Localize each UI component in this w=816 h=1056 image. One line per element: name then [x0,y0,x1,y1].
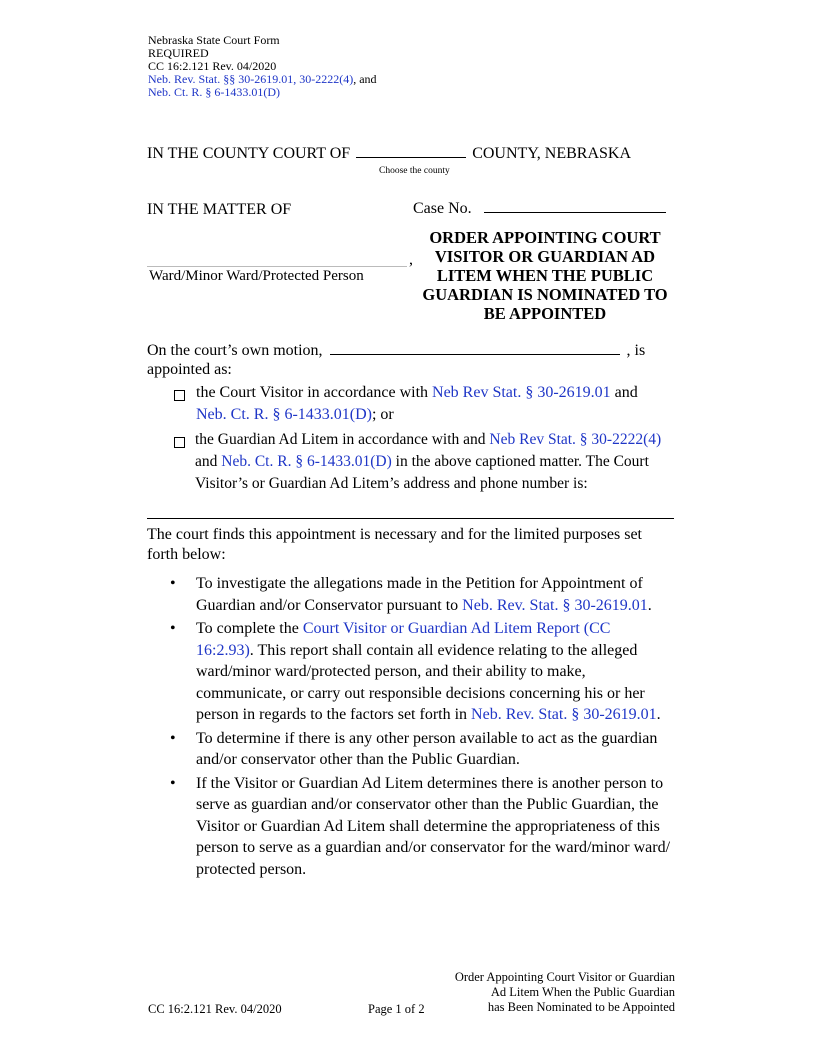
form-header [148,34,377,99]
guardian-ad-litem-checkbox[interactable] [174,434,185,452]
footer-title-line3: has Been Nominated to be Appointed [487,1000,675,1014]
matter-label: IN THE MATTER OF [147,201,292,218]
case-number-line [413,198,666,218]
motion-suffix: , is [626,342,646,359]
header-required: REQUIRED [148,46,209,60]
header-form-number: CC 16:2.121 Rev. 04/2020 [148,59,277,73]
caption-comma: , [409,251,413,268]
list-item: • To investigate the allegations made in the Petition for Appointment of Guardian and/or Conservator pursuant to Neb. Rev. Stat. § 30-2619.01. [170,573,672,616]
visitor-rule-link[interactable]: Neb. Ct. R. § 6-1433.01(D) [196,406,372,423]
header-state-court-form: Nebraska State Court Form [148,33,280,47]
gal-statute-link[interactable]: Neb Rev Stat. § 30-2222(4) [489,431,662,448]
motion-prefix: On the court’s own motion, [147,342,323,359]
list-item: • If the Visitor or Guardian Ad Litem determines there is another person to serve as guardian and/or conservator other than the Public Guardian, the Visitor or Guardian Ad Litem shall determine the appropriateness of this person to serve as a guardian and/or conservator for the ward/minor ward/ protected person. [170,773,672,881]
footer-title [420,970,675,1015]
footer-form-number: CC 16:2.121 Rev. 04/2020 [148,1002,282,1016]
court-prefix: IN THE COUNTY COURT OF [147,145,351,162]
visitor-text: the Court Visitor in accordance with [196,384,429,401]
court-visitor-checkbox[interactable] [174,387,185,405]
footer-page-number: Page 1 of 2 [368,1002,425,1016]
gal-text: the Guardian Ad Litem in accordance with and [195,431,486,448]
order-title: ORDER APPOINTING COURT VISITOR OR GUARDIAN AD LITEM WHEN THE PUBLIC GUARDIAN IS NOMINATED TO BE APPOINTED [422,228,668,323]
header-and-text: , and [353,72,377,86]
guardian-ad-litem-option [195,429,675,495]
county-hint: Choose the county [379,166,450,176]
address-phone-line[interactable] [147,518,674,519]
court-line [147,143,631,163]
bullet1-statute-link[interactable]: Neb. Rev. Stat. § 30-2619.01 [462,596,648,614]
case-no-label: Case No. [413,200,472,217]
statute-link[interactable]: Neb. Rev. Stat. §§ 30-2619.01, 30-2222(4) [148,72,354,86]
footer-title-line1: Order Appointing Court Visitor or Guardian [454,970,675,984]
visitor-or: ; or [371,406,394,423]
ward-label: Ward/Minor Ward/Protected Person [149,268,364,284]
court-visitor-option [196,382,666,426]
gal-captioned: in the above captioned matter. The Court [395,453,649,470]
court-rule-link[interactable]: Neb. Ct. R. § 6-1433.01(D) [148,85,280,99]
list-item: • To complete the Court Visitor or Guardian Ad Litem Report (CC 16:2.93). This report shall contain all evidence relating to the alleged ward/minor ward/protected person, and their ability to make, communicate, or carry out responsible decisions concerning his or her person in regards to the factors set forth in Neb. Rev. Stat. § 30-2619.01. [170,618,672,726]
county-field[interactable] [356,143,466,158]
visitor-statute-link[interactable]: Neb Rev Stat. § 30-2619.01 [432,384,611,401]
appointee-name-field[interactable] [330,340,620,355]
appointed-as-label: appointed as: [147,361,232,378]
gal-and: and [195,453,218,470]
case-number-field[interactable] [484,198,666,213]
bullet2-statute-link[interactable]: Neb. Rev. Stat. § 30-2619.01 [471,706,657,723]
gal-rule-link[interactable]: Neb. Ct. R. § 6-1433.01(D) [221,453,392,470]
findings-text: The court finds this appointment is necessary and for the limited purposes set forth below: [147,526,642,563]
visitor-and: and [614,384,638,401]
ward-name-field[interactable] [147,254,407,267]
motion-line [147,340,645,360]
footer-title-line2: Ad Litem When the Public Guardian [490,985,675,999]
report-form-link[interactable]: Court Visitor or Guardian Ad Litem Report (CC 16:2.93) [196,620,611,659]
purposes-list [170,573,672,881]
gal-address-prompt: Visitor’s or Guardian Ad Litem’s address and phone number is: [195,475,588,492]
court-suffix: COUNTY, NEBRASKA [472,145,632,162]
list-item: • To determine if there is any other person available to act as the guardian and/or conservator other than the Public Guardian. [170,728,672,771]
